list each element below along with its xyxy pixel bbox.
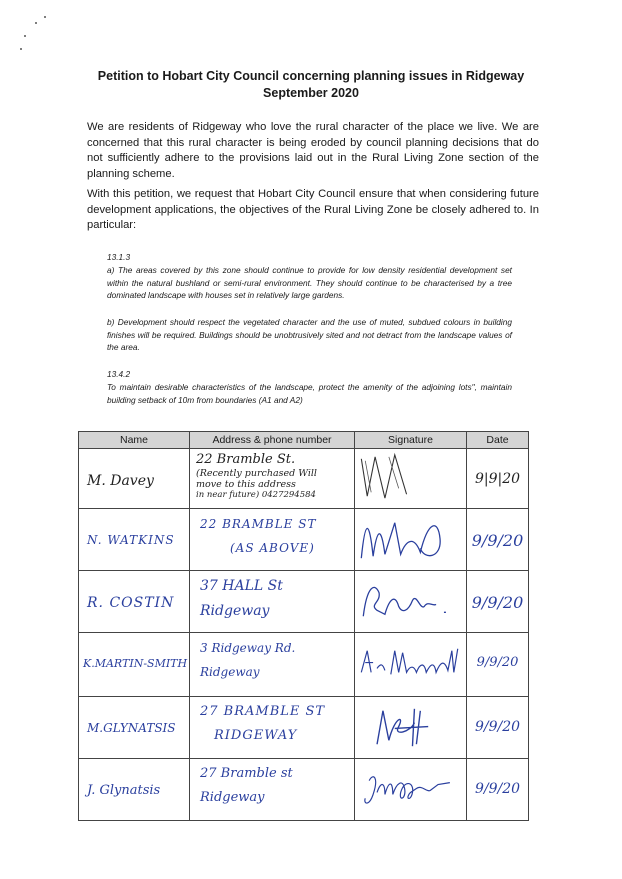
table-header-row <box>79 432 529 449</box>
clause-13-1-3-b: b) Development should respect the vegetated character and the use of muted, subdued colours in building finishes will be required. Buildings should be unobtrusively sited and not detract from the landscape values of the area. <box>107 317 512 353</box>
row-signature <box>355 449 467 509</box>
table-row <box>79 509 529 571</box>
table-row <box>79 571 529 633</box>
header-address: Address & phone number <box>190 432 355 449</box>
row-name: M. Davey <box>79 449 190 509</box>
scan-speck <box>24 35 26 37</box>
clause-13-1-3-a: a) The areas covered by this zone should continue to provide for low density residential development set within the natural bushland or semi-rural environment. They should continue to be characterised by a tree dominated landscape with houses set in relatively large gardens. <box>107 265 512 301</box>
row-name: J. Glynatsis <box>79 759 190 821</box>
scan-speck <box>35 22 37 24</box>
table-row <box>79 449 529 509</box>
row-name: N. WATKINS <box>79 509 190 571</box>
row-date: 9/9/20 <box>467 759 529 821</box>
title-line-1: Petition to Hobart City Council concerning planning issues in Ridgeway <box>97 69 525 83</box>
row-name: K.MARTIN-SMITH <box>79 633 190 697</box>
signature-scribble <box>355 697 466 758</box>
row-address <box>190 449 355 509</box>
header-signature: Signature <box>355 432 467 449</box>
address-line: RIDGEWAY <box>214 728 298 743</box>
signature-scribble <box>355 633 466 696</box>
clause-number-13-4-2: 13.4.2 <box>107 369 131 379</box>
address-line: 37 HALL St <box>200 578 283 594</box>
address-line: in near future) 0427294584 <box>196 490 316 500</box>
row-address <box>190 571 355 633</box>
address-line: (AS ABOVE) <box>230 541 315 555</box>
address-line: (Recently purchased Will <box>196 468 317 479</box>
row-signature <box>355 633 467 697</box>
table-row <box>79 759 529 821</box>
row-signature <box>355 759 467 821</box>
page-title <box>60 68 562 102</box>
row-date: 9/9/20 <box>467 509 529 571</box>
row-date: 9/9/20 <box>467 697 529 759</box>
row-address <box>190 509 355 571</box>
clause-13-4-2: To maintain desirable characteristics of the landscape, protect the amenity of the adjoining lots", maintain building setback of 10m from boundaries (A1 and A2) <box>107 382 512 405</box>
row-address <box>190 759 355 821</box>
address-line: 22 Bramble St. <box>196 452 296 467</box>
signature-scribble <box>355 509 466 570</box>
table-row <box>79 633 529 697</box>
header-date: Date <box>467 432 529 449</box>
row-signature <box>355 697 467 759</box>
address-line: 27 BRAMBLE ST <box>200 704 326 719</box>
row-signature <box>355 509 467 571</box>
scan-speck <box>44 16 46 18</box>
address-line: Ridgeway <box>200 665 260 679</box>
scan-speck <box>20 48 22 50</box>
address-line: move to this address <box>196 479 296 490</box>
address-line: Ridgeway <box>200 790 265 805</box>
title-line-2: September 2020 <box>263 86 359 100</box>
row-date: 9/9/20 <box>467 571 529 633</box>
signature-table <box>78 431 529 821</box>
address-line: 3 Ridgeway Rd. <box>200 641 296 655</box>
intro-paragraph: We are residents of Ridgeway who love the rural character of the place we live. We are concerned that this rural character is being eroded by council planning decisions that do not sufficiently adhere to the provisions laid out in the Rural Living Zone section of the planning scheme. <box>87 121 539 180</box>
row-signature <box>355 571 467 633</box>
address-line: Ridgeway <box>200 603 270 619</box>
signature-scribble <box>355 449 466 508</box>
request-paragraph: With this petition, we request that Hobart City Council ensure that when considering future development applications, the objectives of the Rural Living Zone be closely adhered to. In particular: <box>87 188 539 231</box>
row-date: 9/9/20 <box>467 633 529 697</box>
header-name: Name <box>79 432 190 449</box>
row-address <box>190 697 355 759</box>
signature-scribble <box>355 571 466 632</box>
address-line: 22 BRAMBLE ST <box>200 517 317 531</box>
row-date: 9|9|20 <box>467 449 529 509</box>
clause-number-13-1-3: 13.1.3 <box>107 252 131 262</box>
row-name: M.GLYNATSIS <box>79 697 190 759</box>
signature-scribble <box>355 759 466 820</box>
address-line: 27 Bramble st <box>200 766 293 781</box>
table-row <box>79 697 529 759</box>
row-name: R. COSTIN <box>79 571 190 633</box>
row-address <box>190 633 355 697</box>
